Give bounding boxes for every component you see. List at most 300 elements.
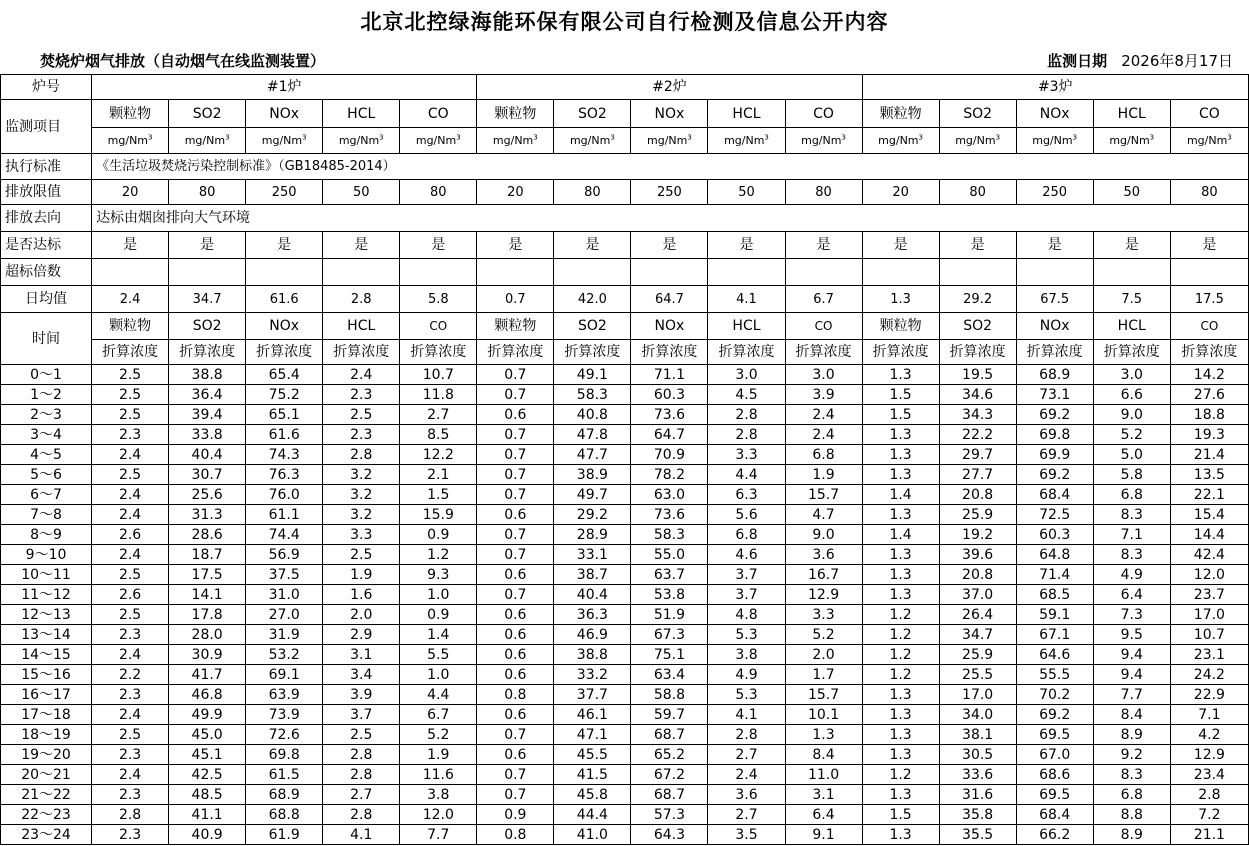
value-cell: 35.5 [939,825,1016,845]
time-slot: 5～6 [1,465,92,485]
value-cell: 1.2 [862,605,939,625]
value-cell: 0.7 [477,725,554,745]
compliant-value: 是 [785,232,862,259]
value-cell: 58.3 [631,525,708,545]
daily-value: 0.7 [477,286,554,313]
furnace-2-header: #2炉 [477,75,862,100]
value-cell: 4.4 [400,685,477,705]
value-cell: 2.8 [92,805,169,825]
value-cell: 6.8 [1093,785,1170,805]
compliant-value: 是 [1093,232,1170,259]
value-cell: 2.3 [323,425,400,445]
exceed-value [862,259,939,286]
value-cell: 1.2 [400,545,477,565]
limit-value: 80 [785,180,862,205]
value-cell: 38.8 [169,365,246,385]
table-row [1,685,1249,705]
value-cell: 2.6 [92,585,169,605]
compliant-value: 是 [1170,232,1248,259]
value-cell: 9.0 [785,525,862,545]
value-cell: 3.1 [323,645,400,665]
value-cell: 25.5 [939,665,1016,685]
limit-value: 80 [169,180,246,205]
value-cell: 5.0 [1093,445,1170,465]
time-slot: 0～1 [1,365,92,385]
value-cell: 60.3 [631,385,708,405]
value-cell: 65.2 [631,745,708,765]
unit-superscript: 3 [841,133,846,142]
value-cell: 1.3 [862,725,939,745]
value-cell: 68.4 [1016,805,1093,825]
value-cell: 68.7 [631,725,708,745]
value-cell: 0.6 [477,625,554,645]
value-cell: 2.7 [400,405,477,425]
value-cell: 1.4 [862,485,939,505]
pollutant-header: 颗粒物 [477,313,554,340]
value-cell: 68.9 [1016,365,1093,385]
value-cell: 34.6 [939,385,1016,405]
daily-value: 2.8 [323,286,400,313]
value-cell: 0.6 [477,745,554,765]
unit-superscript: 3 [918,133,923,142]
value-cell: 15.7 [785,485,862,505]
value-cell: 3.1 [785,785,862,805]
furnace-1-header: #1炉 [92,75,477,100]
value-cell: 64.8 [1016,545,1093,565]
value-cell: 1.5 [400,485,477,505]
value-cell: 61.9 [246,825,323,845]
value-cell: 25.9 [939,505,1016,525]
limit-value: 20 [92,180,169,205]
exceed-value [554,259,631,286]
value-cell: 3.2 [323,485,400,505]
value-cell: 2.2 [92,665,169,685]
furnace-label: 炉号 [1,75,92,100]
value-cell: 2.9 [323,625,400,645]
value-cell: 9.1 [785,825,862,845]
time-slot: 2～3 [1,405,92,425]
value-cell: 33.1 [554,545,631,565]
daily-value: 42.0 [554,286,631,313]
time-header-row [1,313,1249,340]
value-cell: 6.6 [1093,385,1170,405]
unit-cell [169,128,246,154]
value-cell: 1.3 [862,565,939,585]
value-cell: 2.5 [92,725,169,745]
value-cell: 6.8 [785,445,862,465]
value-cell: 22.1 [1170,485,1248,505]
value-cell: 0.6 [477,665,554,685]
value-cell: 2.8 [323,765,400,785]
value-cell: 67.3 [631,625,708,645]
value-cell: 69.1 [246,665,323,685]
pollutant-header: NOx [246,100,323,128]
conc-label: 折算浓度 [323,340,400,365]
value-cell: 4.1 [323,825,400,845]
value-cell: 2.8 [323,805,400,825]
value-cell: 0.6 [477,565,554,585]
value-cell: 71.1 [631,365,708,385]
compliant-value: 是 [554,232,631,259]
exceed-value [92,259,169,286]
value-cell: 74.4 [246,525,323,545]
value-cell: 1.9 [323,565,400,585]
pollutant-header: SO2 [554,100,631,128]
value-cell: 36.4 [169,385,246,405]
table-row [1,525,1249,545]
value-cell: 1.2 [862,625,939,645]
value-cell: 2.8 [708,725,785,745]
value-cell: 36.3 [554,605,631,625]
value-cell: 3.7 [708,565,785,585]
value-cell: 46.1 [554,705,631,725]
unit-text: mg/Nm [184,134,226,147]
exceed-value [1016,259,1093,286]
value-cell: 9.4 [1093,665,1170,685]
value-cell: 60.3 [1016,525,1093,545]
value-cell: 45.8 [554,785,631,805]
value-cell: 30.5 [939,745,1016,765]
value-cell: 58.8 [631,685,708,705]
date-value: 2026年8月17日 [1121,52,1233,70]
table-row [1,785,1249,805]
value-cell: 5.2 [1093,425,1170,445]
value-cell: 69.2 [1016,705,1093,725]
value-cell: 9.3 [400,565,477,585]
value-cell: 2.5 [323,405,400,425]
value-cell: 41.5 [554,765,631,785]
value-cell: 63.4 [631,665,708,685]
value-cell: 69.5 [1016,725,1093,745]
table-row [1,505,1249,525]
table-row [1,365,1249,385]
pollutant-header: NOx [246,313,323,340]
pollutant-header: SO2 [554,313,631,340]
value-cell: 0.7 [477,765,554,785]
value-cell: 3.2 [323,505,400,525]
value-cell: 47.7 [554,445,631,465]
limit-value: 20 [862,180,939,205]
value-cell: 20.8 [939,565,1016,585]
value-cell: 2.4 [92,545,169,565]
value-cell: 0.9 [477,805,554,825]
value-cell: 0.6 [477,405,554,425]
value-cell: 0.7 [477,525,554,545]
value-cell: 1.3 [862,465,939,485]
time-slot: 4～5 [1,445,92,465]
value-cell: 6.3 [708,485,785,505]
unit-text: mg/Nm [415,134,457,147]
value-cell: 9.4 [1093,645,1170,665]
compliant-value: 是 [477,232,554,259]
value-cell: 2.6 [92,525,169,545]
limit-value: 50 [1093,180,1170,205]
time-slot: 9～10 [1,545,92,565]
pollutant-header: HCL [323,100,400,128]
value-cell: 20.8 [939,485,1016,505]
unit-cell [631,128,708,154]
value-cell: 27.0 [246,605,323,625]
value-cell: 25.6 [169,485,246,505]
value-cell: 68.9 [246,785,323,805]
standard-label: 执行标准 [1,154,92,180]
daily-value: 7.5 [1093,286,1170,313]
value-cell: 51.9 [631,605,708,625]
value-cell: 3.3 [323,525,400,545]
unit-cell [708,128,785,154]
unit-text: mg/Nm [647,134,688,147]
value-cell: 0.8 [477,685,554,705]
value-cell: 15.7 [785,685,862,705]
value-cell: 8.8 [1093,805,1170,825]
pollutant-header: 颗粒物 [92,100,169,128]
value-cell: 17.5 [169,565,246,585]
value-cell: 1.3 [862,585,939,605]
value-cell: 44.4 [554,805,631,825]
value-cell: 6.4 [785,805,862,825]
value-cell: 74.3 [246,445,323,465]
value-cell: 2.3 [92,625,169,645]
value-cell: 8.4 [1093,705,1170,725]
unit-text: mg/Nm [801,134,842,147]
value-cell: 30.9 [169,645,246,665]
conc-label: 折算浓度 [1170,340,1248,365]
value-cell: 1.2 [862,765,939,785]
unit-text: mg/Nm [492,134,534,147]
value-cell: 31.0 [246,585,323,605]
conc-label: 折算浓度 [862,340,939,365]
value-cell: 28.6 [169,525,246,545]
value-cell: 23.1 [1170,645,1248,665]
value-cell: 1.2 [862,665,939,685]
daily-value: 29.2 [939,286,1016,313]
value-cell: 65.1 [246,405,323,425]
table-row [1,645,1249,665]
value-cell: 3.8 [400,785,477,805]
daily-value: 34.7 [169,286,246,313]
value-cell: 2.7 [323,785,400,805]
value-cell: 7.1 [1170,705,1248,725]
daily-value: 64.7 [631,286,708,313]
value-cell: 0.6 [477,705,554,725]
value-cell: 1.6 [323,585,400,605]
value-cell: 63.9 [246,685,323,705]
value-cell: 3.6 [708,785,785,805]
value-cell: 1.9 [785,465,862,485]
value-cell: 11.8 [400,385,477,405]
value-cell: 38.7 [554,565,631,585]
value-cell: 64.6 [1016,645,1093,665]
value-cell: 2.4 [708,765,785,785]
value-cell: 73.9 [246,705,323,725]
value-cell: 3.3 [708,445,785,465]
value-cell: 0.7 [477,545,554,565]
value-cell: 40.4 [169,445,246,465]
value-cell: 46.9 [554,625,631,645]
conc-label: 折算浓度 [708,340,785,365]
value-cell: 28.0 [169,625,246,645]
value-cell: 55.0 [631,545,708,565]
value-cell: 2.4 [92,645,169,665]
time-slot: 18～19 [1,725,92,745]
value-cell: 2.5 [92,605,169,625]
exceed-value [1093,259,1170,286]
furnace-row [1,75,1249,100]
value-cell: 2.0 [785,645,862,665]
unit-superscript: 3 [379,133,384,142]
unit-cell [1016,128,1093,154]
value-cell: 2.5 [92,385,169,405]
value-cell: 13.5 [1170,465,1248,485]
unit-row [1,128,1249,154]
exceed-label: 超标倍数 [1,259,92,286]
value-cell: 4.8 [708,605,785,625]
value-cell: 33.8 [169,425,246,445]
value-cell: 1.3 [862,425,939,445]
value-cell: 2.8 [708,405,785,425]
compliant-value: 是 [631,232,708,259]
value-cell: 1.5 [862,405,939,425]
pollutant-header: SO2 [939,313,1016,340]
value-cell: 1.3 [862,685,939,705]
value-cell: 3.7 [708,585,785,605]
value-cell: 1.5 [862,385,939,405]
pollutant-header: NOx [631,313,708,340]
value-cell: 67.2 [631,765,708,785]
exceed-value [939,259,1016,286]
conc-label: 折算浓度 [631,340,708,365]
value-cell: 21.4 [1170,445,1248,465]
value-cell: 42.4 [1170,545,1248,565]
table-row [1,465,1249,485]
unit-text: mg/Nm [261,134,303,147]
limit-value: 50 [323,180,400,205]
value-cell: 0.7 [477,445,554,465]
value-cell: 37.0 [939,585,1016,605]
value-cell: 67.1 [1016,625,1093,645]
time-slot: 12～13 [1,605,92,625]
value-cell: 64.7 [631,425,708,445]
exceed-value [169,259,246,286]
value-cell: 27.6 [1170,385,1248,405]
unit-cell [323,128,400,154]
conc-label: 折算浓度 [554,340,631,365]
pollutant-header: 颗粒物 [92,313,169,340]
value-cell: 3.7 [323,705,400,725]
value-cell: 2.8 [323,445,400,465]
value-cell: 29.7 [939,445,1016,465]
value-cell: 2.1 [400,465,477,485]
value-cell: 70.9 [631,445,708,465]
value-cell: 68.7 [631,785,708,805]
value-cell: 9.2 [1093,745,1170,765]
value-cell: 34.0 [939,705,1016,725]
table-row [1,545,1249,565]
value-cell: 78.2 [631,465,708,485]
value-cell: 2.7 [708,745,785,765]
value-cell: 69.5 [1016,785,1093,805]
pollutant-header: HCL [323,313,400,340]
value-cell: 9.0 [1093,405,1170,425]
limit-value: 250 [246,180,323,205]
value-cell: 22.2 [939,425,1016,445]
value-cell: 49.1 [554,365,631,385]
value-cell: 23.7 [1170,585,1248,605]
value-cell: 61.1 [246,505,323,525]
pollutant-header: CO [785,100,862,128]
compliant-row [1,232,1249,259]
value-cell: 7.1 [1093,525,1170,545]
conc-label: 折算浓度 [1093,340,1170,365]
value-cell: 25.9 [939,645,1016,665]
value-cell: 2.4 [92,765,169,785]
table-row [1,705,1249,725]
value-cell: 0.6 [477,505,554,525]
value-cell: 6.8 [708,525,785,545]
value-cell: 33.2 [554,665,631,685]
value-cell: 41.1 [169,805,246,825]
value-cell: 34.3 [939,405,1016,425]
value-cell: 65.4 [246,365,323,385]
value-cell: 75.2 [246,385,323,405]
value-cell: 58.3 [554,385,631,405]
value-cell: 11.6 [400,765,477,785]
value-cell: 64.3 [631,825,708,845]
time-slot: 19～20 [1,745,92,765]
value-cell: 8.3 [1093,505,1170,525]
value-cell: 57.3 [631,805,708,825]
unit-cell [477,128,554,154]
value-cell: 0.7 [477,425,554,445]
limit-row [1,180,1249,205]
value-cell: 23.4 [1170,765,1248,785]
date-label: 监测日期 [1047,52,1108,70]
value-cell: 8.9 [1093,825,1170,845]
value-cell: 7.7 [1093,685,1170,705]
value-cell: 10.1 [785,705,862,725]
value-cell: 53.8 [631,585,708,605]
compliant-label: 是否达标 [1,232,92,259]
compliant-value: 是 [92,232,169,259]
value-cell: 0.7 [477,465,554,485]
direction-text: 达标由烟囱排向大气环境 [92,205,1249,232]
time-slot: 14～15 [1,645,92,665]
exceed-value [785,259,862,286]
value-cell: 10.7 [400,365,477,385]
value-cell: 4.1 [708,705,785,725]
value-cell: 31.6 [939,785,1016,805]
time-label: 时间 [1,313,92,365]
table-row [1,765,1249,785]
value-cell: 73.1 [1016,385,1093,405]
value-cell: 3.8 [708,645,785,665]
value-cell: 4.2 [1170,725,1248,745]
value-cell: 68.6 [1016,765,1093,785]
value-cell: 8.3 [1093,765,1170,785]
value-cell: 19.3 [1170,425,1248,445]
unit-superscript: 3 [456,133,461,142]
time-slot: 6～7 [1,485,92,505]
value-cell: 0.7 [477,365,554,385]
value-cell: 37.7 [554,685,631,705]
pollutant-header: CO [785,313,862,340]
value-cell: 71.4 [1016,565,1093,585]
value-cell: 3.0 [1093,365,1170,385]
pollutant-header: SO2 [169,313,246,340]
table-row [1,405,1249,425]
value-cell: 42.5 [169,765,246,785]
value-cell: 1.3 [862,745,939,765]
